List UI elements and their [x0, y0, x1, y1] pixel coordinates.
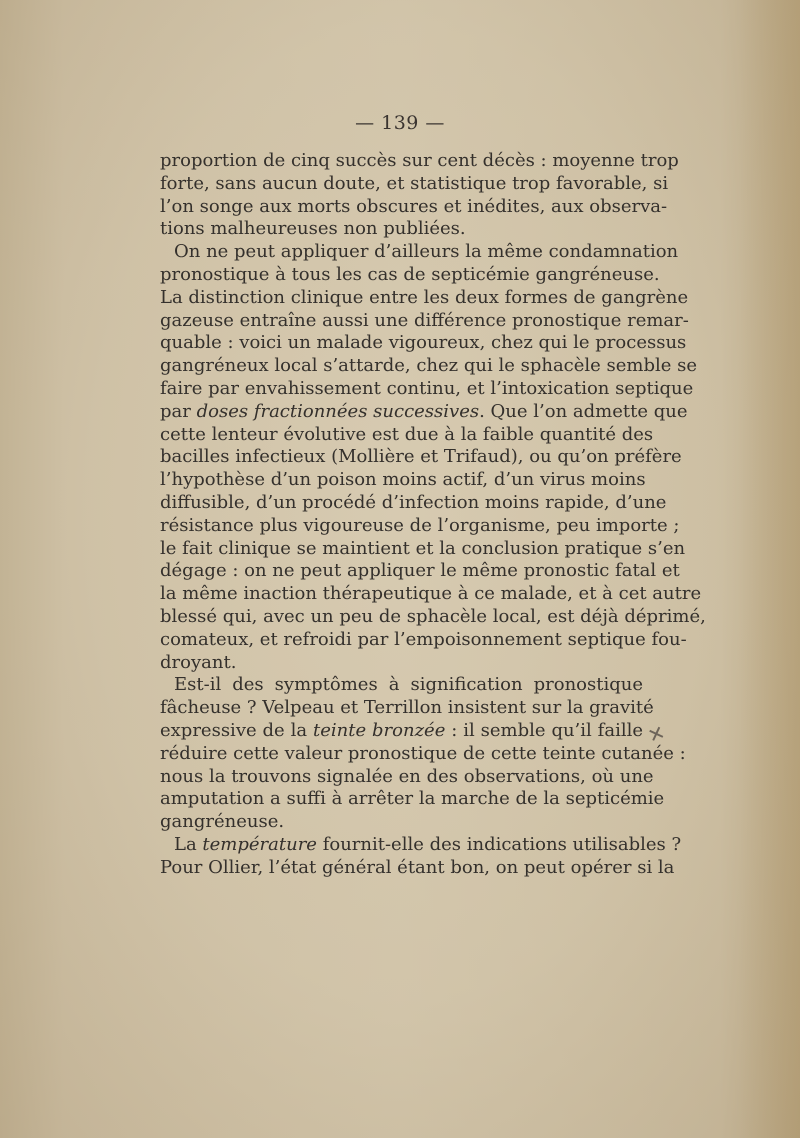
text-line: forte, sans aucun doute, et statistique trop favorable, si — [160, 172, 669, 194]
text-segment: La — [174, 833, 203, 855]
text-line: On ne peut appliquer d’ailleurs la même condamnation — [174, 241, 679, 263]
text-line: comateux, et refroidi par l’empoisonnement septique fou- — [160, 628, 687, 650]
text-line: la même inaction thérapeutique à ce malade, et à cet autre — [160, 583, 702, 605]
text-line: diffusible, d’un procédé d’infection moins rapide, d’une — [160, 491, 667, 513]
page-edge-stain — [740, 0, 800, 1138]
text-line: cette lenteur évolutive est due à la faible quantité des — [160, 423, 654, 445]
text-line: Pour Ollier, l’état général étant bon, on peut opérer si la — [160, 856, 675, 878]
text-line: gangréneuse. — [160, 811, 285, 833]
text-line: gazeuse entraîne aussi une différence pronostique remar- — [160, 309, 689, 331]
text-segment: . Que l’on admette que — [479, 400, 688, 422]
text-line: droyant. — [160, 651, 237, 673]
text-line: fâcheuse ? Velpeau et Terrillon insistent sur la gravité — [160, 697, 654, 719]
text-line: gangréneux local s’attarde, chez qui le sphacèle semble se — [160, 355, 698, 377]
page-number: — 139 — — [355, 112, 445, 134]
text-line: pronostique à tous les cas de septicémie gangréneuse. — [160, 263, 660, 285]
text-line: La distinction clinique entre les deux formes de gangrène — [160, 286, 689, 308]
text-line: réduire cette valeur pronostique de cette teinte cutanée : — [160, 742, 686, 764]
text-line: bacilles infectieux (Mollière et Trifaud), ou qu’on préfère — [160, 446, 682, 468]
text-line: quable : voici un malade vigoureux, chez qui le processus — [160, 332, 687, 354]
text-segment: expressive de la — [160, 719, 313, 741]
text-line: le fait clinique se maintient et la conclusion pratique s’en — [160, 537, 686, 559]
italic-phrase: teinte bronzée — [313, 719, 446, 741]
text-line: dégage : on ne peut appliquer le même pronostic fatal et — [160, 560, 680, 582]
text-line — [160, 833, 682, 857]
text-line: l’on songe aux morts obscures et inédites, aux observa- — [160, 195, 668, 217]
italic-phrase: température — [202, 833, 317, 855]
text-segment: fournit-elle des indications utilisables ? — [316, 833, 682, 855]
text-segment: par — [160, 400, 197, 422]
text-line: résistance plus vigoureuse de l’organisme, peu importe ; — [160, 514, 680, 536]
text-line: nous la trouvons signalée en des observations, où une — [160, 765, 654, 787]
text-line: amputation a suffi à arrêter la marche de la septicémie — [160, 788, 665, 810]
text-line: Est-il des symptômes à signification pronostique — [174, 674, 643, 696]
body-text — [160, 150, 706, 880]
text-line: blessé qui, avec un peu de sphacèle local, est déjà déprimé, — [160, 605, 706, 627]
text-line: l’hypothèse d’un poison moins actif, d’un virus moins — [160, 469, 646, 491]
text-line: tions malheureuses non publiées. — [160, 218, 466, 240]
margin-annotation-mark: ✕ — [644, 719, 669, 749]
text-line: proportion de cinq succès sur cent décès : moyenne trop — [160, 150, 679, 171]
text-line — [160, 720, 643, 743]
text-line: faire par envahissement continu, et l’intoxication septique — [160, 377, 694, 399]
italic-phrase: doses fractionnées successives — [196, 400, 480, 422]
text-segment: : il semble qu’il faille — [445, 719, 644, 741]
text-line — [160, 400, 688, 424]
